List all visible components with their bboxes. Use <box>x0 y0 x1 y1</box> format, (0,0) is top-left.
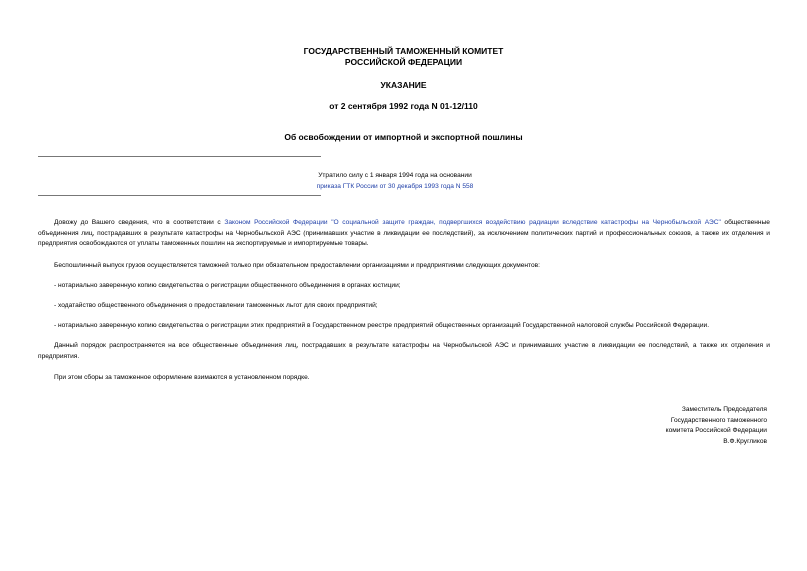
signature-position-1: Заместитель Председателя <box>681 406 767 413</box>
paragraph-4: При этом сборы за таможенное оформление взимаются в установленном порядке. <box>54 374 310 381</box>
repeal-order-link[interactable]: приказа ГТК России от 30 декабря 1993 года N 558 <box>316 183 474 190</box>
doc-title: Об освобождении от импортной и экспортной пошлины <box>284 132 523 142</box>
law-link[interactable]: Законом Российской Федерации "О социальной защите граждан, подвергшихся воздействию радиации вследствие катастрофы на Чернобыльской АЭС" <box>224 219 721 226</box>
paragraph-1-start: Довожу до Вашего сведения, что в соответствии с <box>54 219 225 226</box>
paragraph-3: Данный порядок распространяется на все общественные объединения лиц, пострадавших в результате катастрофы на Чернобыльской АЭС и принимавших участие в ликвидации ее последствий, а также их отделения и предприятия. <box>38 342 770 360</box>
signature-block <box>547 405 767 447</box>
repeal-note <box>300 170 490 192</box>
doc-type: УКАЗАНИЕ <box>380 80 427 90</box>
paragraph-1-end: общественные объединения лиц, пострадавших в результате катастрофы на Чернобыльской АЭС (принимавших участие в ликвидации ее последствий), за исключением политических партий и профессиональных союзов, а также их отделения и предприятия освобождаются от уплаты таможенных пошлин на экспортируемые и импортируемые товары. <box>38 219 770 247</box>
divider-bottom <box>38 195 321 196</box>
signature-position-3: комитета Российской Федерации <box>665 427 767 434</box>
org-name-line1: ГОСУДАРСТВЕННЫЙ ТАМОЖЕННЫЙ КОМИТЕТ <box>303 46 504 56</box>
paragraph-2: Беспошлинный выпуск грузов осуществляется таможней только при обязательном предоставлении организациями и предприятиями следующих документов: <box>54 262 541 269</box>
org-name-line2: РОССИЙСКОЙ ФЕДЕРАЦИИ <box>344 57 463 67</box>
signature-name: В.Ф.Кругликов <box>723 437 767 445</box>
doc-date: от 2 сентября 1992 года N 01-12/110 <box>329 101 478 111</box>
repeal-note-text: Утратило силу с 1 января 1994 года на основании <box>318 172 472 179</box>
paragraph-1 <box>38 218 770 250</box>
divider-top <box>38 156 321 157</box>
signature-position-2: Государственного таможенного <box>670 416 767 424</box>
list-item-1: - нотариально заверенную копию свидетельства о регистрации общественного объединения в органах юстиции; <box>54 282 401 289</box>
list-item-3: - нотариально заверенную копию свидетельства о регистрации этих предприятий в Государственном реестре предприятий общественных организаций Государственной налоговой службы Российской Федерации. <box>54 322 710 329</box>
list-item-2: - ходатайство общественного объединения о предоставлении таможенных льгот для своих предприятий; <box>54 302 378 309</box>
